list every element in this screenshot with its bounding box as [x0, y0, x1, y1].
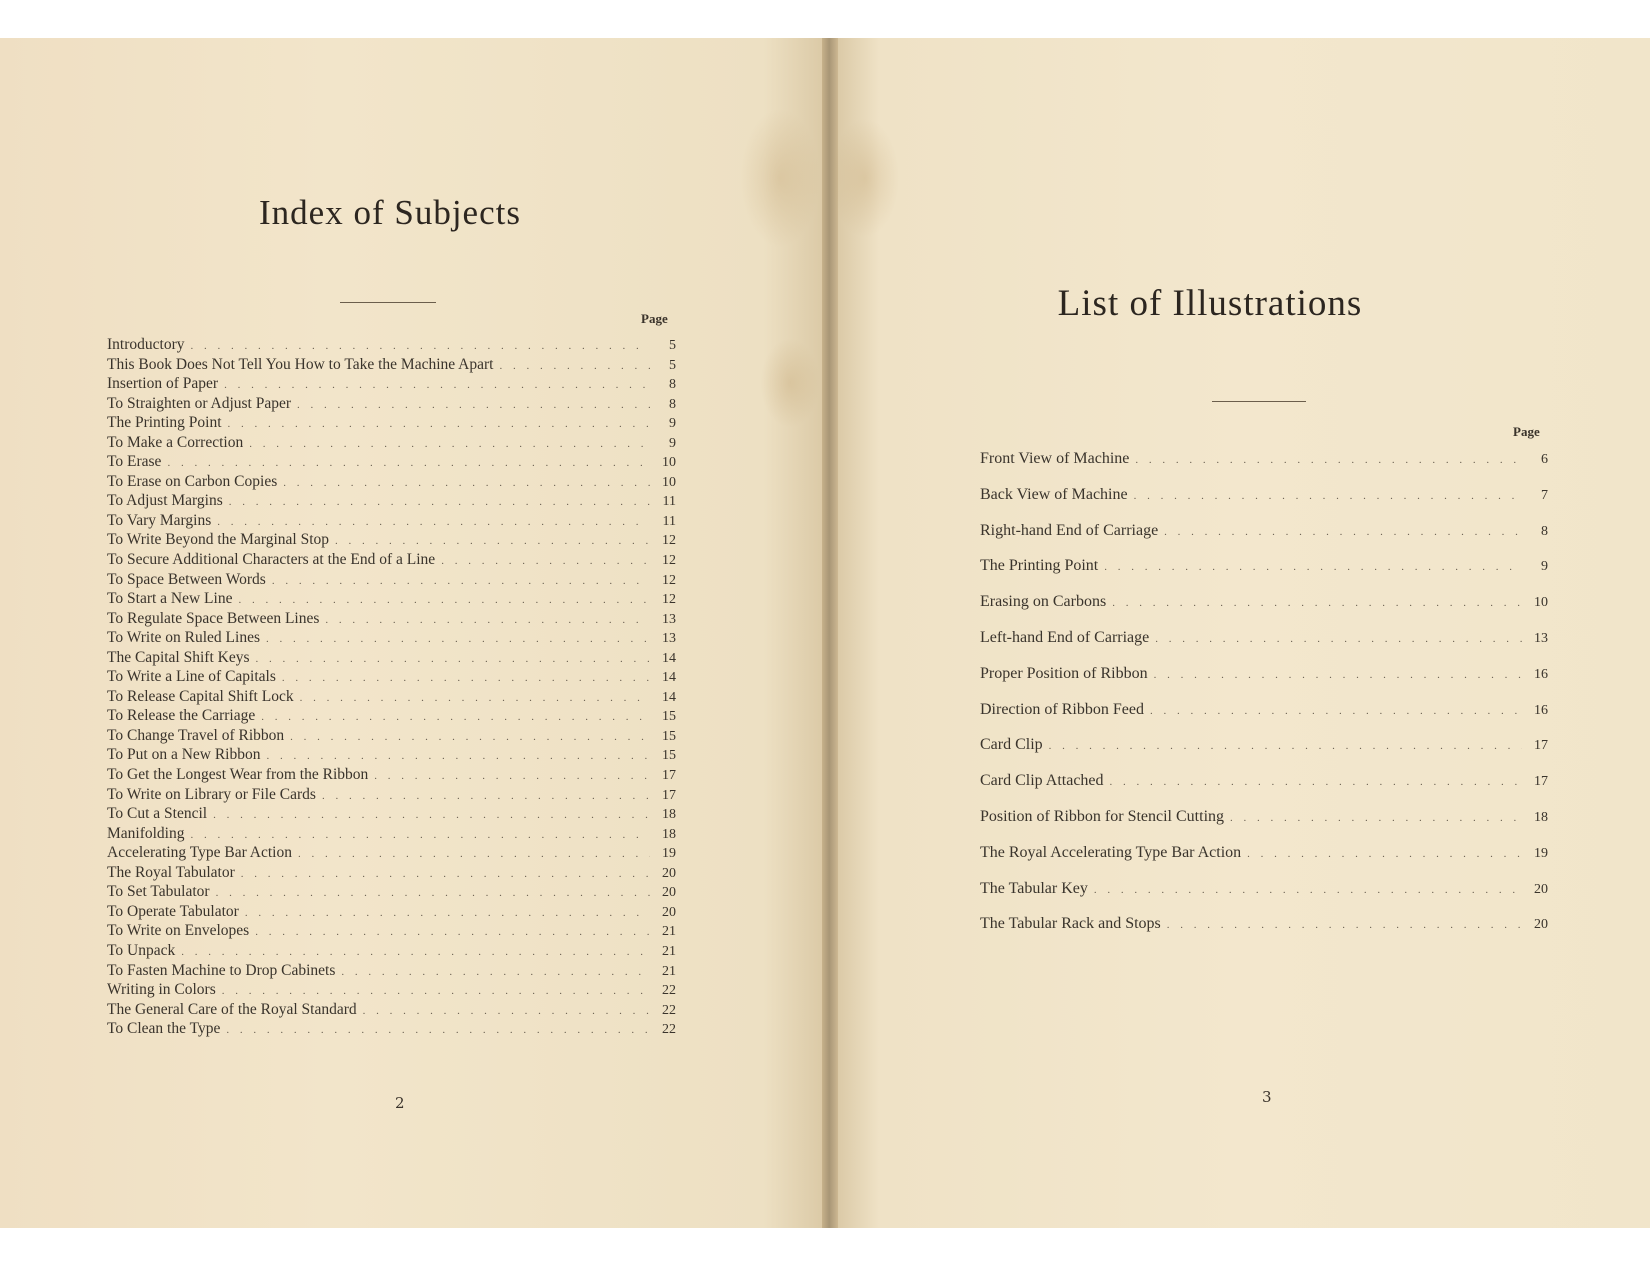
entry-page-number: 11 — [662, 513, 676, 529]
entry-page-number: 12 — [662, 592, 676, 608]
entry-title: To Write a Line of Capitals — [107, 668, 276, 686]
entry-title: To Release the Carriage — [107, 707, 256, 725]
entry-page-number: 18 — [1534, 809, 1548, 825]
toc-entry — [107, 1001, 676, 1021]
toc-entry — [107, 844, 676, 864]
dot-leader — [222, 985, 650, 997]
dot-leader — [266, 633, 650, 645]
entry-title: Right-hand End of Carriage — [980, 521, 1159, 539]
entry-page-number: 21 — [662, 943, 676, 959]
entry-title: To Write Beyond the Marginal Stop — [107, 531, 330, 549]
entry-title: To Fasten Machine to Drop Cabinets — [107, 961, 336, 979]
toc-entry — [107, 453, 676, 473]
entry-title: The Tabular Key — [980, 879, 1088, 897]
dot-leader — [272, 575, 650, 587]
entry-title: To Erase — [107, 453, 162, 471]
toc-entry — [107, 746, 676, 766]
entry-title: The Royal Tabulator — [107, 863, 235, 881]
entry-title: To Put on a New Ribbon — [107, 746, 261, 764]
entry-title: The Printing Point — [980, 557, 1099, 575]
entry-title: Position of Ribbon for Stencil Cutting — [980, 807, 1225, 825]
toc-entry — [107, 610, 676, 630]
toc-entry — [107, 395, 676, 415]
entry-page-number: 20 — [662, 865, 676, 881]
dot-leader — [341, 966, 650, 978]
entry-page-number: 20 — [662, 904, 676, 920]
toc-entry — [107, 414, 676, 434]
entry-title: Erasing on Carbons — [980, 593, 1107, 611]
entry-page-number: 19 — [662, 846, 676, 862]
dot-leader — [499, 360, 650, 372]
dot-leader — [1134, 490, 1522, 502]
entry-page-number: 12 — [662, 553, 676, 569]
entry-title: The Royal Accelerating Type Bar Action — [980, 843, 1242, 861]
toc-entry — [107, 629, 676, 649]
entry-page-number: 10 — [662, 455, 676, 471]
dot-leader — [441, 555, 650, 567]
entry-page-number: 22 — [662, 1002, 676, 1018]
entry-title: To Write on Envelopes — [107, 922, 250, 940]
page-number: 2 — [395, 1094, 405, 1112]
toc-entry — [980, 629, 1548, 665]
dot-leader — [256, 653, 651, 665]
dot-leader — [245, 907, 650, 919]
entry-title: To Write on Library or File Cards — [107, 785, 316, 803]
toc-entry — [107, 922, 676, 942]
toc-entry — [107, 512, 676, 532]
dot-leader — [167, 457, 650, 469]
entry-page-number: 11 — [662, 494, 676, 510]
entry-page-number: 20 — [1534, 881, 1548, 897]
entry-page-number: 15 — [662, 748, 676, 764]
toc-entry — [107, 649, 676, 669]
title-rule — [1212, 401, 1306, 402]
toc-entry — [107, 590, 676, 610]
dot-leader — [322, 790, 650, 802]
toc-entry — [980, 665, 1548, 701]
toc-entry — [107, 825, 676, 845]
toc-entry — [107, 786, 676, 806]
dot-leader — [1112, 597, 1522, 609]
toc-entry — [980, 844, 1548, 880]
entry-page-number: 19 — [1534, 845, 1548, 861]
entry-page-number: 10 — [662, 474, 676, 490]
dot-leader — [282, 672, 650, 684]
entry-page-number: 12 — [662, 533, 676, 549]
entry-title: The Printing Point — [107, 414, 222, 432]
toc-entry — [107, 473, 676, 493]
entry-title: Accelerating Type Bar Action — [107, 844, 292, 862]
toc-entry — [107, 727, 676, 747]
dot-leader — [1164, 526, 1522, 538]
toc-entry — [107, 571, 676, 591]
entry-title: To Cut a Stencil — [107, 805, 208, 823]
entry-page-number: 5 — [669, 357, 676, 373]
entry-page-number: 17 — [1534, 738, 1548, 754]
entry-page-number: 14 — [662, 650, 676, 666]
entry-title: Left-hand End of Carriage — [980, 628, 1150, 646]
toc-entry — [980, 486, 1548, 522]
entry-title: The Tabular Rack and Stops — [980, 915, 1161, 933]
dot-leader — [255, 926, 650, 938]
entry-page-number: 9 — [669, 416, 676, 432]
entry-title: To Write on Ruled Lines — [107, 629, 260, 647]
toc-entry — [980, 701, 1548, 737]
entry-page-number: 16 — [1534, 666, 1548, 682]
entry-title: To Vary Margins — [107, 511, 212, 529]
entry-title: Back View of Machine — [980, 485, 1128, 503]
entry-title: To Change Travel of Ribbon — [107, 726, 285, 744]
paper-stain — [760, 338, 820, 428]
page-column-header: Page — [1513, 424, 1540, 439]
dot-leader — [1167, 919, 1522, 931]
toc-entry — [980, 736, 1548, 772]
dot-leader — [266, 750, 650, 762]
dot-leader — [1049, 740, 1522, 752]
toc-entry — [107, 668, 676, 688]
toc-entry — [107, 356, 676, 376]
entry-page-number: 12 — [662, 572, 676, 588]
entry-page-number: 22 — [662, 983, 676, 999]
toc-entry — [107, 981, 676, 1001]
entry-page-number: 15 — [662, 728, 676, 744]
book-gutter — [822, 38, 838, 1228]
toc-entry — [107, 962, 676, 982]
entry-page-number: 15 — [662, 709, 676, 725]
dot-leader — [249, 438, 650, 450]
index-title: Index of Subjects — [259, 193, 521, 232]
entry-page-number: 17 — [662, 768, 676, 784]
dot-leader — [297, 399, 650, 411]
entry-page-number: 21 — [662, 963, 676, 979]
dot-leader — [228, 418, 650, 430]
entry-title: To Regulate Space Between Lines — [107, 609, 320, 627]
toc-entry — [107, 551, 676, 571]
dot-leader — [224, 379, 650, 391]
toc-entry — [107, 492, 676, 512]
entry-page-number: 8 — [669, 396, 676, 412]
dot-leader — [1104, 561, 1522, 573]
entry-page-number: 8 — [669, 377, 676, 393]
entry-title: Card Clip Attached — [980, 772, 1104, 790]
list-of-illustrations — [980, 450, 1548, 951]
dot-leader — [1155, 633, 1522, 645]
entry-title: To Set Tabulator — [107, 883, 210, 901]
entry-title: To Straighten or Adjust Paper — [107, 394, 292, 412]
dot-leader — [300, 692, 650, 704]
entry-page-number: 20 — [662, 885, 676, 901]
entry-page-number: 18 — [662, 826, 676, 842]
entry-page-number: 14 — [662, 689, 676, 705]
toc-entry — [980, 772, 1548, 808]
dot-leader — [1230, 812, 1522, 824]
entry-title: This Book Does Not Tell You How to Take the Machine Apart — [107, 355, 494, 373]
entry-title: To Clean the Type — [107, 1020, 221, 1038]
dot-leader — [335, 535, 650, 547]
entry-page-number: 7 — [1541, 487, 1548, 503]
entry-title: Insertion of Paper — [107, 375, 219, 393]
entry-page-number: 9 — [1541, 559, 1548, 575]
entry-title: Introductory — [107, 336, 185, 353]
toc-entry — [107, 531, 676, 551]
dot-leader — [226, 1024, 650, 1036]
dot-leader — [213, 809, 650, 821]
dot-leader — [290, 731, 650, 743]
entry-title: To Release Capital Shift Lock — [107, 687, 294, 705]
page-number: 3 — [1262, 1088, 1272, 1106]
entry-title: To Adjust Margins — [107, 492, 223, 510]
entry-title: To Space Between Words — [107, 570, 266, 588]
dot-leader — [1110, 776, 1522, 788]
paper-stain — [830, 118, 900, 238]
entry-title: Manifolding — [107, 824, 185, 842]
title-rule — [340, 302, 436, 303]
dot-leader — [1135, 454, 1522, 466]
toc-entry — [980, 450, 1548, 486]
entry-page-number: 17 — [662, 787, 676, 803]
toc-entry — [107, 903, 676, 923]
dot-leader — [241, 868, 650, 880]
dot-leader — [1154, 669, 1522, 681]
toc-entry — [107, 707, 676, 727]
dot-leader — [181, 946, 650, 958]
entry-page-number: 6 — [1541, 452, 1548, 467]
entry-title: The Capital Shift Keys — [107, 648, 250, 666]
entry-page-number: 17 — [1534, 774, 1548, 790]
dot-leader — [217, 516, 650, 528]
entry-title: To Start a New Line — [107, 590, 233, 608]
index-of-subjects-list — [107, 336, 676, 1040]
toc-entry — [107, 883, 676, 903]
entry-page-number: 13 — [662, 611, 676, 627]
dot-leader — [1094, 884, 1522, 896]
entry-page-number: 5 — [669, 338, 676, 353]
entry-page-number: 18 — [662, 807, 676, 823]
toc-entry — [107, 942, 676, 962]
entry-title: To Unpack — [107, 941, 176, 959]
dot-leader — [238, 594, 650, 606]
entry-title: Front View of Machine — [980, 450, 1130, 467]
dot-leader — [1150, 705, 1522, 717]
dot-leader — [229, 496, 650, 508]
entry-title: Card Clip — [980, 736, 1043, 754]
entry-page-number: 13 — [662, 631, 676, 647]
toc-entry — [107, 336, 676, 356]
dot-leader — [283, 477, 650, 489]
dot-leader — [1247, 848, 1522, 860]
toc-entry — [107, 1020, 676, 1040]
toc-entry — [980, 522, 1548, 558]
entry-page-number: 10 — [1534, 595, 1548, 611]
entry-title: To Get the Longest Wear from the Ribbon — [107, 766, 369, 784]
entry-title: To Make a Correction — [107, 433, 244, 451]
dot-leader — [190, 340, 650, 352]
dot-leader — [363, 1005, 650, 1017]
entry-title: Writing in Colors — [107, 981, 216, 999]
illustrations-title: List of Illustrations — [1057, 283, 1363, 324]
dot-leader — [298, 848, 650, 860]
entry-page-number: 9 — [669, 435, 676, 451]
dot-leader — [216, 887, 650, 899]
toc-entry — [107, 805, 676, 825]
dot-leader — [374, 770, 650, 782]
toc-entry — [980, 593, 1548, 629]
entry-title: To Operate Tabulator — [107, 902, 239, 920]
toc-entry — [107, 766, 676, 786]
toc-entry — [107, 434, 676, 454]
entry-page-number: 14 — [662, 670, 676, 686]
dot-leader — [325, 614, 650, 626]
toc-entry — [980, 915, 1548, 951]
entry-title: To Secure Additional Characters at the End of a Line — [107, 551, 436, 569]
entry-page-number: 21 — [662, 924, 676, 940]
entry-title: The General Care of the Royal Standard — [107, 1000, 357, 1018]
entry-page-number: 13 — [1534, 630, 1548, 646]
toc-entry — [980, 808, 1548, 844]
entry-page-number: 8 — [1541, 523, 1548, 539]
toc-entry — [107, 688, 676, 708]
dot-leader — [191, 829, 651, 841]
dot-leader — [261, 711, 650, 723]
toc-entry — [107, 864, 676, 884]
toc-entry — [107, 375, 676, 395]
page-column-header: Page — [641, 311, 668, 326]
toc-entry — [980, 557, 1548, 593]
entry-page-number: 16 — [1534, 702, 1548, 718]
entry-title: Proper Position of Ribbon — [980, 664, 1148, 682]
entry-page-number: 22 — [662, 1022, 676, 1038]
entry-title: To Erase on Carbon Copies — [107, 472, 278, 490]
toc-entry — [980, 880, 1548, 916]
entry-title: Direction of Ribbon Feed — [980, 700, 1144, 718]
entry-page-number: 20 — [1534, 917, 1548, 933]
